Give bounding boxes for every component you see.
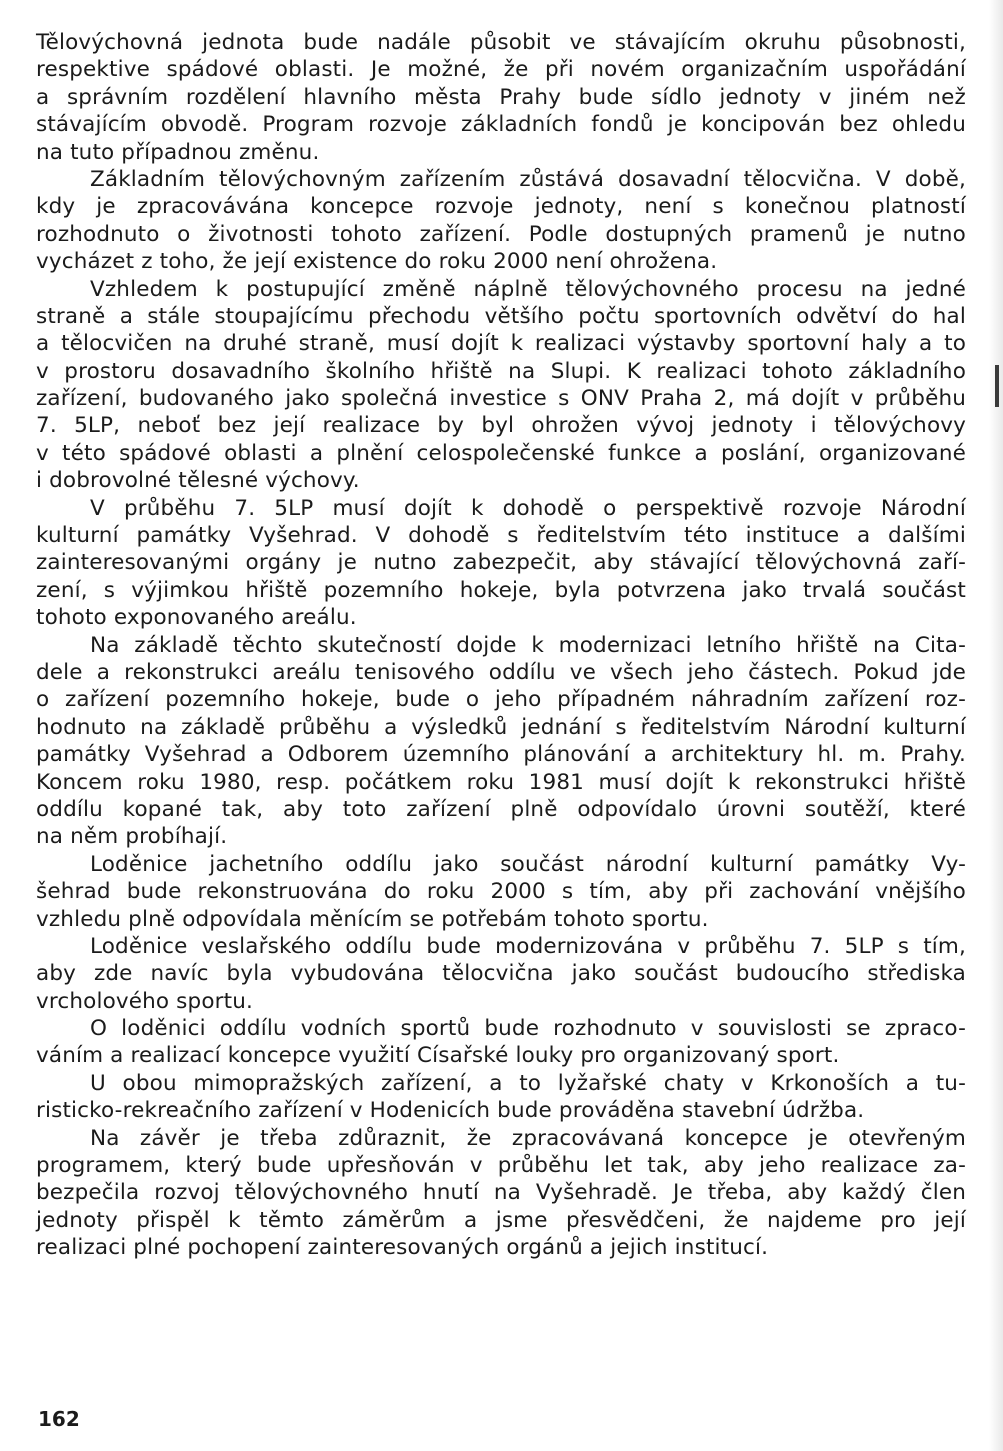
- text-line: kulturní památky Vyšehrad. V dohodě s ředitelstvím této instituce a dalšími: [36, 523, 966, 549]
- text-line: risticko-rekreačního zařízení v Hodenicích bude prováděna stavební údržba.: [36, 1098, 865, 1124]
- text-line: Loděnice veslařského oddílu bude modernizována v průběhu 7. 5LP s tím,: [90, 933, 966, 959]
- text-line: v prostoru dosavadního školního hřiště na Slupi. K realizaci tohoto základního: [36, 358, 966, 384]
- text-line: a správním rozdělení hlavního města Prahy bude sídlo jednoty v jiném než: [36, 84, 966, 110]
- text-line: oddílu kopané tak, aby toto zařízení plně odpovídalo úrovni soutěží, které: [36, 796, 966, 822]
- text-line: Tělovýchovná jednota bude nadále působit ve stávajícím okruhu působnosti,: [36, 30, 966, 55]
- paragraph: [36, 276, 966, 495]
- page-number: 162: [38, 1407, 80, 1431]
- text-line: programem, který bude upřesňován v průběhu let tak, aby jeho realizace za-: [36, 1153, 966, 1179]
- text-line: váním a realizací koncepce využití Císařské louky pro organizovaný sport.: [36, 1043, 840, 1069]
- text-line: tohoto exponovaného areálu.: [36, 605, 357, 631]
- text-line: na tuto případnou změnu.: [36, 139, 320, 165]
- page-edge-mark: [995, 365, 999, 407]
- text-line: Na základě těchto skutečností dojde k modernizaci letního hřiště na Cita-: [90, 632, 966, 658]
- text-line: dele a rekonstrukci areálu tenisového oddílu ve všech jeho částech. Pokud jde: [36, 659, 966, 685]
- text-line: Koncem roku 1980, resp. počátkem roku 1981 musí dojít k rekonstrukci hřiště: [36, 769, 966, 795]
- text-line: o zařízení pozemního hokeje, bude o jeho případném náhradním zařízení roz-: [36, 687, 966, 713]
- paragraph: [36, 1125, 966, 1262]
- text-line: jednoty přispěl k těmto záměrům a jsme přesvědčeni, že najdeme pro její: [36, 1207, 966, 1233]
- text-line: zení, s výjimkou hřiště pozemního hokeje, byla potvrzena jako trvalá součást: [36, 577, 966, 603]
- text-line: zainteresovanými orgány je nutno zabezpečit, aby stávající tělovýchovná zaří-: [36, 550, 966, 576]
- paragraph: [36, 29, 966, 166]
- text-line: kdy je zpracovávána koncepce rozvoje jednoty, není s konečnou platností: [36, 194, 966, 220]
- text-line: šehrad bude rekonstruována do roku 2000 s tím, aby při zachování vnějšího: [36, 879, 966, 905]
- text-line: vycházet z toho, že její existence do roku 2000 není ohrožena.: [36, 249, 718, 275]
- text-line: V průběhu 7. 5LP musí dojít k dohodě o perspektivě rozvoje Národní: [90, 495, 966, 521]
- text-line: U obou mimopražských zařízení, a to lyžařské chaty v Krkonoších a tu-: [90, 1070, 966, 1096]
- paragraph: [36, 1070, 966, 1125]
- text-line: zařízení, budovaného jako společná investice s ONV Praha 2, má dojít v průběhu: [36, 386, 966, 412]
- text-line: v této spádové oblasti a plnění celospolečenské funkce a poslání, organizované: [36, 440, 966, 466]
- page-edge-shadow: [989, 0, 1003, 1451]
- text-line: straně a stále stoupajícímu přechodu většího počtu sportovních odvětví do hal: [36, 303, 966, 329]
- text-line: vzhledu plně odpovídala měnícím se potřebám tohoto sportu.: [36, 906, 709, 932]
- text-line: Na závěr je třeba zdůraznit, že zpracovávaná koncepce je otevřeným: [90, 1125, 966, 1151]
- text-line: vrcholového sportu.: [36, 988, 253, 1014]
- text-line: hodnuto na základě průběhu a výsledků jednání s ředitelstvím Národní kulturní: [36, 714, 966, 740]
- paragraph: [36, 851, 966, 933]
- text-line: O loděnici oddílu vodních sportů bude rozhodnuto v souvislosti se zpraco-: [90, 1016, 966, 1042]
- text-line: realizaci plné pochopení zainteresovaných orgánů a jejich institucí.: [36, 1235, 769, 1261]
- text-line: na něm probíhají.: [36, 824, 228, 850]
- text-line: Vzhledem k postupující změně náplně tělovýchovného procesu na jedné: [90, 276, 966, 302]
- text-line: Loděnice jachetního oddílu jako součást národní kulturní památky Vy-: [90, 851, 966, 877]
- text-line: i dobrovolné tělesné výchovy.: [36, 468, 360, 494]
- text-line: stávajícím obvodě. Program rozvoje základních fondů je koncipován bez ohledu: [36, 112, 966, 138]
- text-line: respektive spádové oblasti. Je možné, že při novém organizačním uspořádání: [36, 57, 966, 83]
- text-line: 7. 5LP, neboť bez její realizace by byl ohrožen vývoj jednoty i tělovýchovy: [36, 413, 966, 439]
- paragraph: [36, 495, 966, 632]
- text-line: památky Vyšehrad a Odborem územního plánování a architektury hl. m. Prahy.: [36, 742, 966, 768]
- text-line: rozhodnuto o životnosti tohoto zařízení. Podle dostupných pramenů je nutno: [36, 221, 966, 247]
- text-line: Základním tělovýchovným zařízením zůstává dosavadní tělocvična. V době,: [90, 166, 966, 192]
- text-line: aby zde navíc byla vybudována tělocvična jako součást budoucího střediska: [36, 961, 966, 987]
- paragraph: [36, 166, 966, 276]
- paragraph: [36, 933, 966, 1015]
- paragraph: [36, 1015, 966, 1070]
- paragraph: [36, 632, 966, 851]
- body-text: [36, 29, 966, 1262]
- text-line: a tělocvičen na druhé straně, musí dojít k realizaci výstavby sportovní haly a to: [36, 331, 966, 357]
- text-line: bezpečila rozvoj tělovýchovného hnutí na Vyšehradě. Je třeba, aby každý člen: [36, 1180, 966, 1206]
